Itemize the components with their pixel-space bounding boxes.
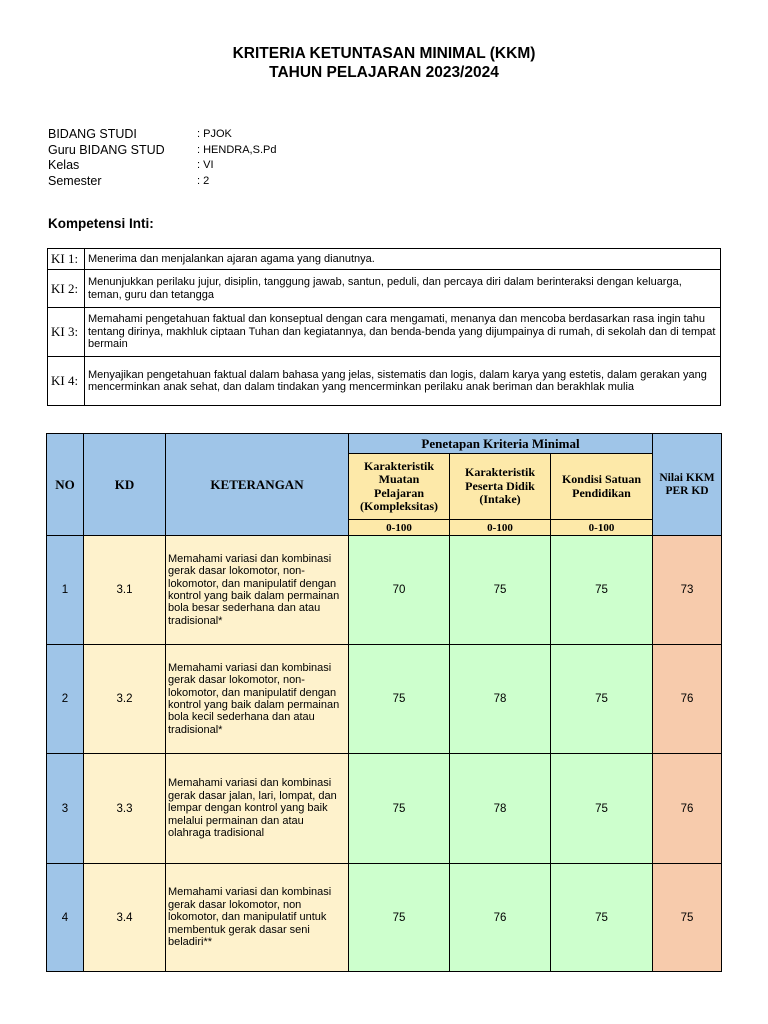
kompetensi-heading: Kompetensi Inti: xyxy=(48,216,154,231)
range-label: 0-100 xyxy=(450,520,551,536)
row-kd: 3.2 xyxy=(84,645,166,754)
col-keterangan-header: KETERANGAN xyxy=(166,434,349,536)
page-title: KRITERIA KETUNTASAN MINIMAL (KKM) xyxy=(232,45,536,62)
info-label: Kelas xyxy=(48,158,80,173)
col-kd-header: KD xyxy=(84,434,166,536)
penetapan-header: Penetapan Kriteria Minimal xyxy=(349,434,653,454)
ki-text: Memahami pengetahuan faktual dan konseptual dengan cara mengamati, menanya dan mencoba berdasarkan rasa ingin tahu tentang dirinya, makhluk ciptaan Tuhan dan kegiatannya, dan benda-benda yang dijumpainya di rumah, di sekolah dan di tempat bermain xyxy=(85,308,721,357)
range-label: 0-100 xyxy=(551,520,653,536)
row-nilai: 76 xyxy=(653,754,722,864)
kkm-table xyxy=(46,433,722,972)
row-nilai: 75 xyxy=(653,864,722,972)
row-no: 2 xyxy=(47,645,84,754)
row-keterangan: Memahami variasi dan kombinasi gerak dasar lokomotor, non lokomotor, dan manipulatif untuk membentuk gerak dasar seni beladiri** xyxy=(166,864,349,972)
ki-label: KI 3: xyxy=(48,308,85,357)
table-row xyxy=(47,645,722,754)
row-no: 3 xyxy=(47,754,84,864)
info-label: Guru BIDANG STUD xyxy=(48,142,165,157)
ki-row xyxy=(48,308,721,357)
row-kd: 3.3 xyxy=(84,754,166,864)
info-row-guru xyxy=(48,142,276,158)
row-no: 1 xyxy=(47,536,84,645)
row-peserta: 76 xyxy=(450,864,551,972)
row-muatan: 75 xyxy=(349,754,450,864)
info-label: BIDANG STUDI xyxy=(48,126,137,141)
col-no-header: NO xyxy=(47,434,84,536)
table-row xyxy=(47,754,722,864)
row-nilai: 76 xyxy=(653,645,722,754)
row-satuan: 75 xyxy=(551,645,653,754)
ki-label: KI 2: xyxy=(48,270,85,308)
row-satuan: 75 xyxy=(551,536,653,645)
ki-label: KI 4: xyxy=(48,357,85,406)
page-subtitle: TAHUN PELAJARAN 2023/2024 xyxy=(269,64,499,81)
row-keterangan: Memahami variasi dan kombinasi gerak dasar lokomotor, non-lokomotor, dan manipulatif dengan kontrol yang baik dalam permainan bola kecil sederhana dan atau tradisional* xyxy=(166,645,349,754)
info-label: Semester xyxy=(48,174,102,189)
row-peserta: 78 xyxy=(450,754,551,864)
range-label: 0-100 xyxy=(349,520,450,536)
info-value: : 2 xyxy=(197,175,210,188)
ki-row xyxy=(48,357,721,406)
row-muatan: 70 xyxy=(349,536,450,645)
ki-text: Menerima dan menjalankan ajaran agama yang dianutnya. xyxy=(85,249,721,270)
kompetensi-table xyxy=(47,248,721,406)
row-muatan: 75 xyxy=(349,864,450,972)
info-block xyxy=(48,126,276,189)
ki-row xyxy=(48,249,721,270)
row-keterangan: Memahami variasi dan kombinasi gerak dasar lokomotor, non-lokomotor, dan manipulatif dengan kontrol yang baik dalam permainan bola besar sederhana dan atau tradisional* xyxy=(166,536,349,645)
info-row-semester xyxy=(48,173,276,189)
row-nilai: 73 xyxy=(653,536,722,645)
col-nilai-header: Nilai KKM PER KD xyxy=(653,434,722,536)
row-peserta: 75 xyxy=(450,536,551,645)
info-row-kelas xyxy=(48,158,276,174)
row-satuan: 75 xyxy=(551,864,653,972)
ki-text: Menyajikan pengetahuan faktual dalam bahasa yang jelas, sistematis dan logis, dalam karya yang estetis, dalam gerakan yang mencerminkan anak sehat, dan dalam tindakan yang mencerminkan perilaku anak beriman dan berakhlak mulia xyxy=(85,357,721,406)
row-keterangan: Memahami variasi dan kombinasi gerak dasar jalan, lari, lompat, dan lempar dengan kontrol yang baik melalui permainan dan atau olahraga tradisional xyxy=(166,754,349,864)
ki-text: Menunjukkan perilaku jujur, disiplin, tanggung jawab, santun, peduli, dan percaya diri dalam berinteraksi dengan keluarga, teman, guru dan tetangga xyxy=(85,270,721,308)
row-no: 4 xyxy=(47,864,84,972)
ki-row xyxy=(48,270,721,308)
row-kd: 3.1 xyxy=(84,536,166,645)
info-value: : VI xyxy=(197,159,214,172)
col-muatan-header: Karakteristik Muatan Pelajaran (Kompleksitas) xyxy=(349,454,450,520)
row-muatan: 75 xyxy=(349,645,450,754)
row-peserta: 78 xyxy=(450,645,551,754)
col-peserta-header: Karakteristik Peserta Didik (Intake) xyxy=(450,454,551,520)
info-row-bidang-studi xyxy=(48,126,276,142)
row-satuan: 75 xyxy=(551,754,653,864)
info-value: : HENDRA,S.Pd xyxy=(197,143,277,156)
table-row xyxy=(47,864,722,972)
ki-label: KI 1: xyxy=(48,249,85,270)
info-value: : PJOK xyxy=(197,127,232,140)
col-satuan-header: Kondisi Satuan Pendidikan xyxy=(551,454,653,520)
table-row xyxy=(47,536,722,645)
row-kd: 3.4 xyxy=(84,864,166,972)
header-row xyxy=(47,434,722,454)
